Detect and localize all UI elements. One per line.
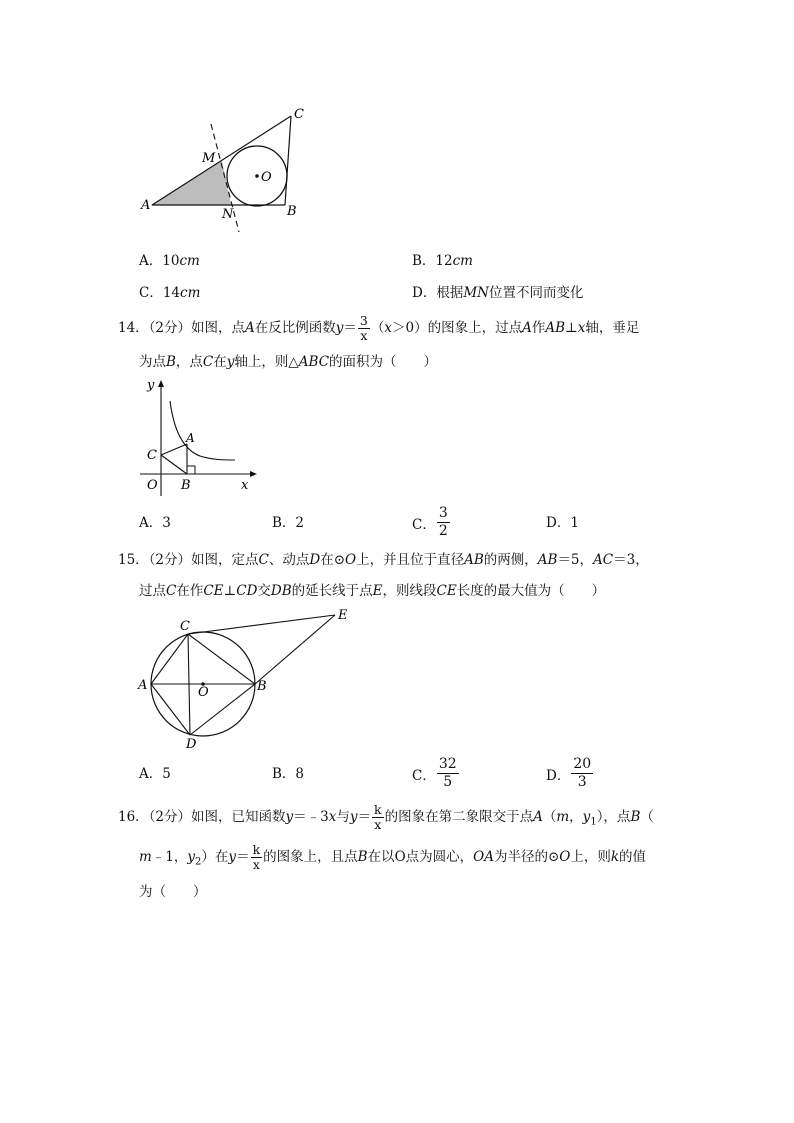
q15-label-c: C: [180, 619, 190, 634]
q15-option-a[interactable]: A．5: [139, 766, 171, 782]
q15-stem-line2: 过点C在作CE⊥CD交DB的延长线于点E，则线段CE长度的最大值为（ ）: [139, 583, 606, 599]
q15-seg-ac: [151, 634, 188, 684]
q16-fraction-1: $\frac{k}{x}$: [374, 802, 382, 832]
q14-label-b: B: [181, 478, 191, 493]
q16-stem-line1: 16．（2分）如图，已知函数y＝﹣3x与y＝ $\frac{k}{x}$ 的图象在第二象限交于点A（m，$y_1$），点B（: [118, 802, 654, 832]
q14-option-c[interactable]: C． $\frac{3}{2}$: [412, 505, 448, 539]
q13-label-o: O: [261, 170, 272, 185]
q15-option-d-fraction: $\frac{20}{3}$: [573, 756, 592, 790]
q13-option-b[interactable]: B．12cm: [412, 253, 473, 269]
q13-label-n: N: [222, 207, 234, 222]
q14-option-b[interactable]: B．2: [272, 515, 305, 531]
q15-seg-cb: [188, 634, 255, 684]
q16-stem-line2: m﹣1，$y_2$）在y＝ $\frac{k}{x}$ 的图象上，且点B在以O点为圆心，OA为半径的⊙O上，则k的值: [139, 842, 647, 872]
q14-stem-line2: 为点B，点C在y轴上，则△ABC的面积为（ ）: [139, 354, 438, 370]
q15-option-d[interactable]: D． $\frac{20}{3}$: [546, 756, 592, 790]
q15-seg-ce: [188, 615, 335, 634]
q13-label-m: M: [202, 151, 216, 166]
q15-option-c-fraction: $\frac{32}{5}$: [438, 756, 457, 790]
q16-stem-line3: 为（ ）: [139, 884, 207, 900]
q13-label-b: B: [287, 204, 297, 219]
q13-label-a: A: [141, 198, 151, 213]
q15-seg-ad: [151, 684, 190, 735]
q14-fraction: $\frac{3}{x}$: [359, 313, 368, 343]
q14-label-y: y: [147, 378, 155, 393]
q14-label-a: A: [186, 431, 195, 445]
q13-option-d[interactable]: D．根据MN位置不同而变化: [412, 285, 584, 301]
q15-option-b[interactable]: B．8: [272, 766, 305, 782]
q13-label-c: C: [294, 107, 304, 122]
q16-fraction-2: $\frac{k}{x}$: [252, 842, 261, 872]
q15-seg-be: [255, 615, 335, 684]
q14-label-c: C: [147, 448, 157, 463]
q15-label-a: A: [138, 678, 148, 693]
q15-label-d: D: [186, 737, 197, 752]
q14-option-a[interactable]: A．3: [139, 515, 171, 531]
q14-stem-line1: 14．（2分）如图，点A在反比例函数y＝ $\frac{3}{x}$ （x＞0）的图象上，过点A作AB⊥x轴，垂足: [118, 313, 640, 343]
q14-option-d[interactable]: D．1: [546, 515, 579, 531]
q14-option-c-fraction: $\frac{3}{2}$: [438, 505, 448, 539]
q13-option-a[interactable]: A．10cm: [139, 253, 200, 269]
q14-label-x: x: [241, 478, 249, 493]
q15-option-c[interactable]: C． $\frac{32}{5}$: [412, 756, 457, 790]
q15-label-e: E: [338, 608, 348, 623]
q15-label-b: B: [257, 679, 267, 694]
q15-label-o: O: [198, 685, 209, 700]
q15-stem-line1: 15．（2分）如图，定点C、动点D在⊙O上，并且位于直径AB的两侧，AB＝5，AC＝3，: [118, 552, 649, 568]
q13-option-c[interactable]: C．14cm: [139, 285, 201, 301]
q14-label-o: O: [147, 478, 158, 493]
